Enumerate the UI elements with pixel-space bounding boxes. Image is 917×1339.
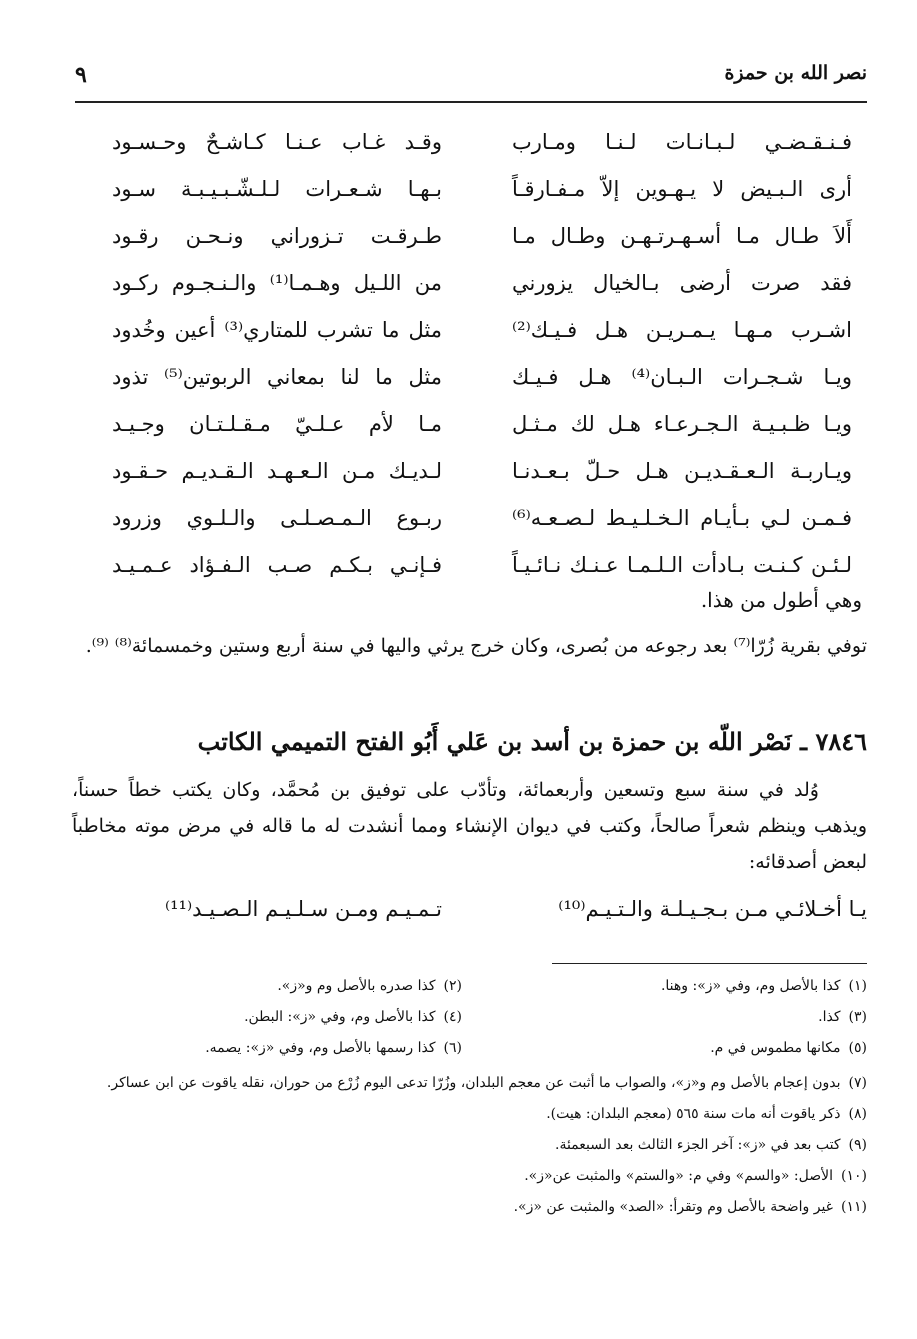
footnote-text: ذكر ياقوت أنه مات سنة ٥٦٥ (معجم البلدان: هيت). bbox=[546, 1106, 841, 1122]
hemistich-second: من اللـيل وهـمـا⁽¹⁾ والـنـجـوم ركـود bbox=[112, 271, 442, 295]
poem-couplet bbox=[100, 318, 867, 365]
hemistich-first: ويـا شـجـرات الـبـان⁽⁴⁾ هـل فـيـك bbox=[512, 365, 852, 389]
footnote bbox=[60, 1071, 867, 1095]
hemistich-second: مثل ما تشرب للمتاري⁽³⁾ أعين وخُدود bbox=[112, 318, 443, 342]
poem-couplet bbox=[100, 224, 867, 271]
footnote-text: كذا بالأصل وم، وفي «ز»: البطن. bbox=[244, 1009, 436, 1025]
hemistich-second: مثل ما لنا بمعاني الربوتين⁽⁵⁾ تذود bbox=[112, 365, 442, 389]
footnote-row bbox=[60, 1009, 867, 1040]
footnote bbox=[60, 1133, 867, 1157]
footnote-text: كذا صدره بالأصل وم و«ز». bbox=[277, 978, 436, 994]
hemistich-second: مـا لأم عـلـيّ مـقـلـتـان وجـيـد bbox=[112, 412, 442, 436]
footnote-number: (٥) bbox=[848, 1040, 867, 1056]
hemistich-first: اشـرب مـهـا يـمـريـن هـل فـيـك⁽²⁾ bbox=[512, 318, 852, 342]
hemistich-second: بـهـا شـعـرات لـلـشّـبـيـبـة سـود bbox=[112, 177, 442, 201]
footnote-text: غير واضحة بالأصل وم وتقرأ: «الصد» والمثبت عن «ز». bbox=[513, 1199, 834, 1215]
hemistich-second: فـإنـي بـكـم صـب الـفـؤاد عـمـيـد bbox=[112, 553, 442, 577]
footnote-number: (١١) bbox=[841, 1199, 867, 1215]
hemistich-first: يـا أخـلائـي مـن بـجـيـلـة والـتـيـم⁽¹⁰⁾ bbox=[558, 897, 867, 921]
footnote-text: مكانها مطموس في م. bbox=[710, 1040, 841, 1056]
footnote-row bbox=[60, 978, 867, 1009]
footnote-text: كتب بعد في «ز»: آخر الجزء الثالث بعد السبعمئة. bbox=[555, 1137, 841, 1153]
footnote-number: (١) bbox=[848, 978, 867, 994]
hemistich-second: ربـوع الـمـصـلـى والـلـوي وزرود bbox=[112, 506, 442, 530]
poem-couplet bbox=[100, 271, 867, 318]
footnote-rule bbox=[552, 963, 867, 964]
hemistich-second: لـديـك مـن الـعـهـد الـقـديـم حـقـود bbox=[112, 459, 442, 483]
footnote bbox=[661, 978, 867, 994]
footnote bbox=[205, 1040, 462, 1056]
hemistich-second: وقـد غـاب عـنـا كـاشـحٌ وحـسـود bbox=[112, 130, 442, 154]
poem-couplet bbox=[100, 506, 867, 553]
footnote bbox=[244, 1009, 462, 1025]
footnote bbox=[710, 1040, 867, 1056]
poem bbox=[100, 130, 867, 600]
footnote bbox=[60, 1102, 867, 1126]
poem-couplet bbox=[100, 412, 867, 459]
footnote-text: بدون إعجام بالأصل وم و«ز»، والصواب ما أثبت عن معجم البلدان، وزُرّا تدعى اليوم زُرْع من حوران، نقله ياقوت عن ابن عساكر. bbox=[106, 1075, 841, 1091]
header-rule bbox=[75, 101, 867, 103]
footnote-number: (٨) bbox=[848, 1106, 867, 1122]
hemistich-first: ويـا ظـبـيـة الـجـرعـاء هـل لك مـثـل bbox=[512, 412, 852, 436]
hemistich-first: ويـاربـة الـعـقـديـن هـل حـلّ بـعـدنـا bbox=[512, 459, 852, 483]
footnote-number: (١٠) bbox=[841, 1168, 867, 1184]
running-title: نصر الله بن حمزة bbox=[724, 62, 867, 84]
poem-couplet bbox=[100, 459, 867, 506]
footnote bbox=[60, 1164, 867, 1188]
death-paragraph: توفي بقرية زُرّا⁽⁷⁾ بعد رجوعه من بُصرى، وكان خرج يرثي واليها في سنة أربع وستين وخمسمائة⁽⁸⁾ ⁽⁹⁾. bbox=[85, 635, 867, 657]
footnote bbox=[818, 1009, 867, 1025]
hemistich-second: طـرقـت تـزوراني ونـحـن رقـود bbox=[112, 224, 442, 248]
footnote-text: كذا. bbox=[818, 1009, 841, 1025]
biography-paragraph: وُلد في سنة سبع وتسعين وأربعمائة، وتأدّب على توفيق بن مُحمَّد، وكان يكتب خطاً حسناً، ويذهب وينظم شعراً صالحاً، وكتب في ديوان الإنشاء ومما أنشدت له ما قاله في مرض موته مخاطباً لبعض أصدقائه: bbox=[72, 779, 867, 873]
hemistich-first: فـنـقـضـي لـبـانـات لـنـا ومـارب bbox=[512, 130, 852, 154]
footnote-number: (٩) bbox=[848, 1137, 867, 1153]
poem-couplet bbox=[100, 130, 867, 177]
hemistich-first: لـئـن كـنـت بـادأت الـلـمـا عـنـك نـائـيـاً bbox=[512, 553, 852, 577]
footnotes bbox=[60, 978, 867, 1226]
hemistich-first: فقد صرت أرضى بـالخيال يزورني bbox=[512, 271, 852, 295]
footnote-text: كذا رسمها بالأصل وم، وفي «ز»: يصمه. bbox=[205, 1040, 436, 1056]
page-header bbox=[75, 62, 867, 96]
hemistich-first: فـمـن لـي بـأيـام الـخـلـيـط لـصـعـه⁽⁶⁾ bbox=[512, 506, 852, 530]
hemistich-first: أرى الـبـيض لا يـهـوين إلاّ مـفـارقـاً bbox=[512, 177, 852, 201]
footnote-number: (٤) bbox=[443, 1009, 462, 1025]
footnote-number: (٣) bbox=[848, 1009, 867, 1025]
poem-remark: وهي أطول من هذا. bbox=[700, 588, 862, 612]
footnote-number: (٧) bbox=[848, 1075, 867, 1091]
hemistich-second: تـمـيـم ومـن سـلـيـم الـصـيـد⁽¹¹⁾ bbox=[164, 897, 442, 921]
footnote-row bbox=[60, 1040, 867, 1071]
footnote bbox=[277, 978, 462, 994]
footnote-number: (٢) bbox=[443, 978, 462, 994]
page-number: ٩ bbox=[75, 62, 87, 88]
closing-couplet bbox=[100, 897, 867, 943]
footnote-text: كذا بالأصل وم، وفي «ز»: وهنا. bbox=[660, 978, 841, 994]
entry-heading: ٧٨٤٦ ـ نَصْر اللّه بن حمزة بن أسد بن عَلي أَبُو الفتح التميمي الكاتب bbox=[197, 727, 867, 756]
footnote bbox=[60, 1195, 867, 1219]
footnote-text: الأصل: «والسم» وفي م: «والستم» والمثبت عن«ز». bbox=[524, 1168, 834, 1184]
poem-couplet bbox=[100, 365, 867, 412]
footnote-number: (٦) bbox=[443, 1040, 462, 1056]
poem-couplet bbox=[100, 177, 867, 224]
hemistich-first: أَلاَ طـال مـا أسـهـرتـهـن وطـال مـا bbox=[512, 224, 852, 248]
